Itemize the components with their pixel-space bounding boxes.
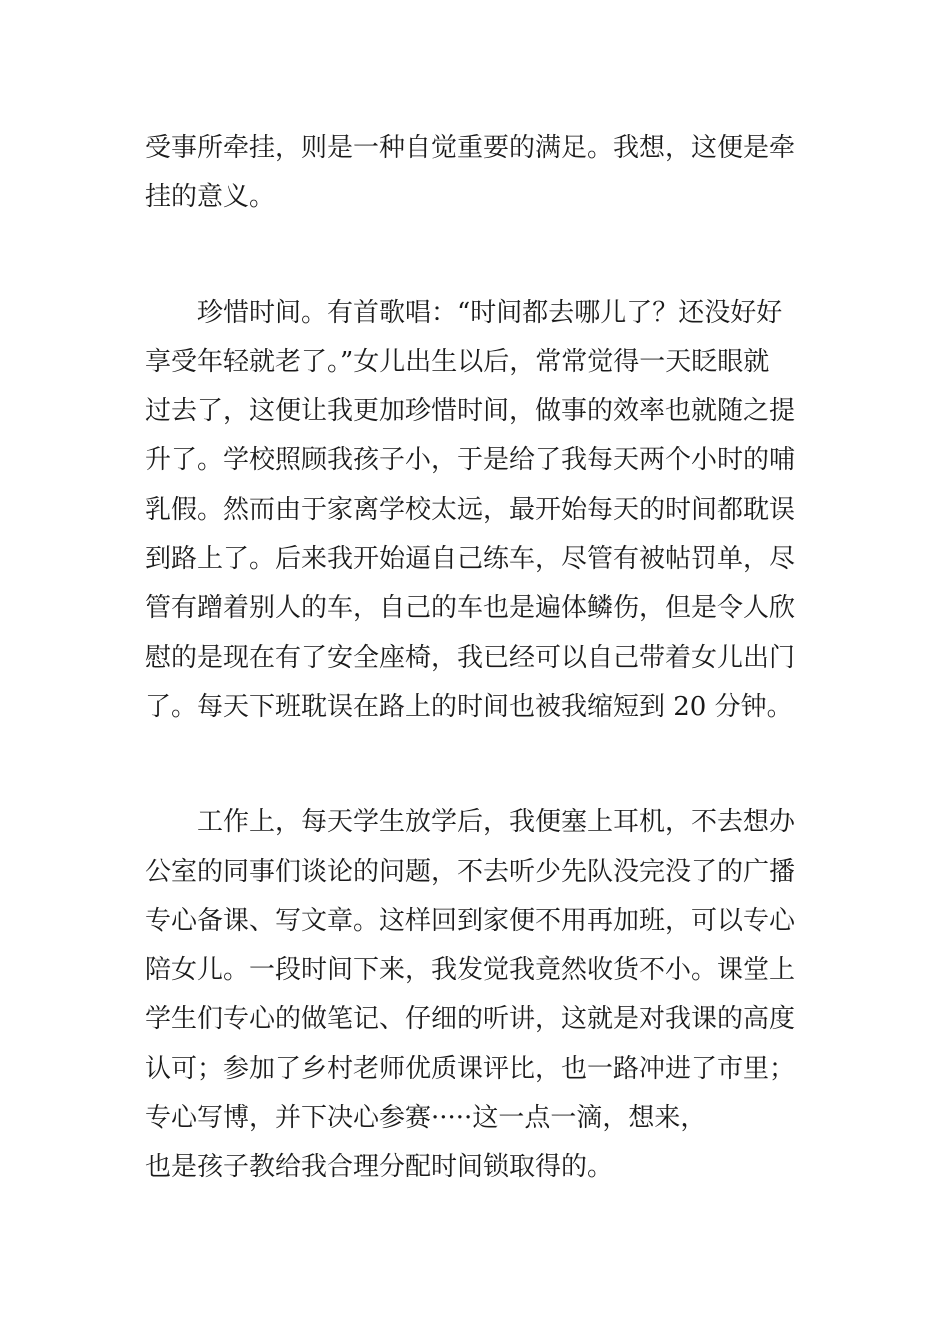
text-line: 慰的是现在有了安全座椅，我已经可以自己带着女儿出门 — [145, 642, 796, 673]
text-line: 珍惜时间。有首歌唱：“时间都去哪儿了？还没好好 — [145, 297, 783, 328]
text-line: 受事所牵挂，则是一种自觉重要的满足。我想，这便是牵 — [145, 133, 796, 163]
text-line: 专心写博，并下决心参赛·····这一点一滴，想来， — [145, 1103, 707, 1134]
text-line: 陪女儿。一段时间下来，我发觉我竟然收货不小。课堂上 — [145, 955, 796, 986]
text-line: 过去了，这便让我更加珍惜时间，做事的效率也就随之提 — [145, 396, 796, 427]
paragraph-cherish-time — [145, 289, 810, 733]
text-line: 了。每天下班耽误在路上的时间也被我缩短到 20 分钟。 — [145, 691, 793, 722]
text-line: 公室的同事们谈论的问题，不去听少先队没完没了的广播 — [145, 856, 796, 887]
text-line: 乳假。然而由于家离学校太远，最开始每天的时间都耽误 — [145, 494, 796, 525]
text-line: 学生们专心的做笔记、仔细的听讲，这就是对我课的高度 — [145, 1004, 796, 1035]
text-line: 专心备课、写文章。这样回到家便不用再加班，可以专心 — [145, 905, 796, 936]
paragraph-at-work — [145, 798, 810, 1192]
text-line: 也是孩子教给我合理分配时间锁取得的。 — [145, 1152, 614, 1183]
document-body — [145, 124, 810, 1259]
text-line: 管有蹭着别人的车，自己的车也是遍体鳞伤，但是令人欣 — [145, 593, 796, 624]
text-line: 工作上，每天学生放学后，我便塞上耳机，不去想办 — [145, 807, 796, 838]
text-line: 升了。学校照顾我孩子小，于是给了我每天两个小时的哺 — [145, 445, 796, 476]
text-line: 享受年轻就老了。”女儿出生以后，常常觉得一天眨眼就 — [145, 346, 770, 377]
paragraph-meaning-of-caring — [145, 124, 810, 223]
text-line: 认可；参加了乡村老师优质课评比，也一路冲进了市里； — [145, 1053, 796, 1084]
text-line: 挂的意义。 — [145, 182, 276, 213]
text-line: 到路上了。后来我开始逼自己练车，尽管有被帖罚单，尽 — [145, 544, 796, 575]
